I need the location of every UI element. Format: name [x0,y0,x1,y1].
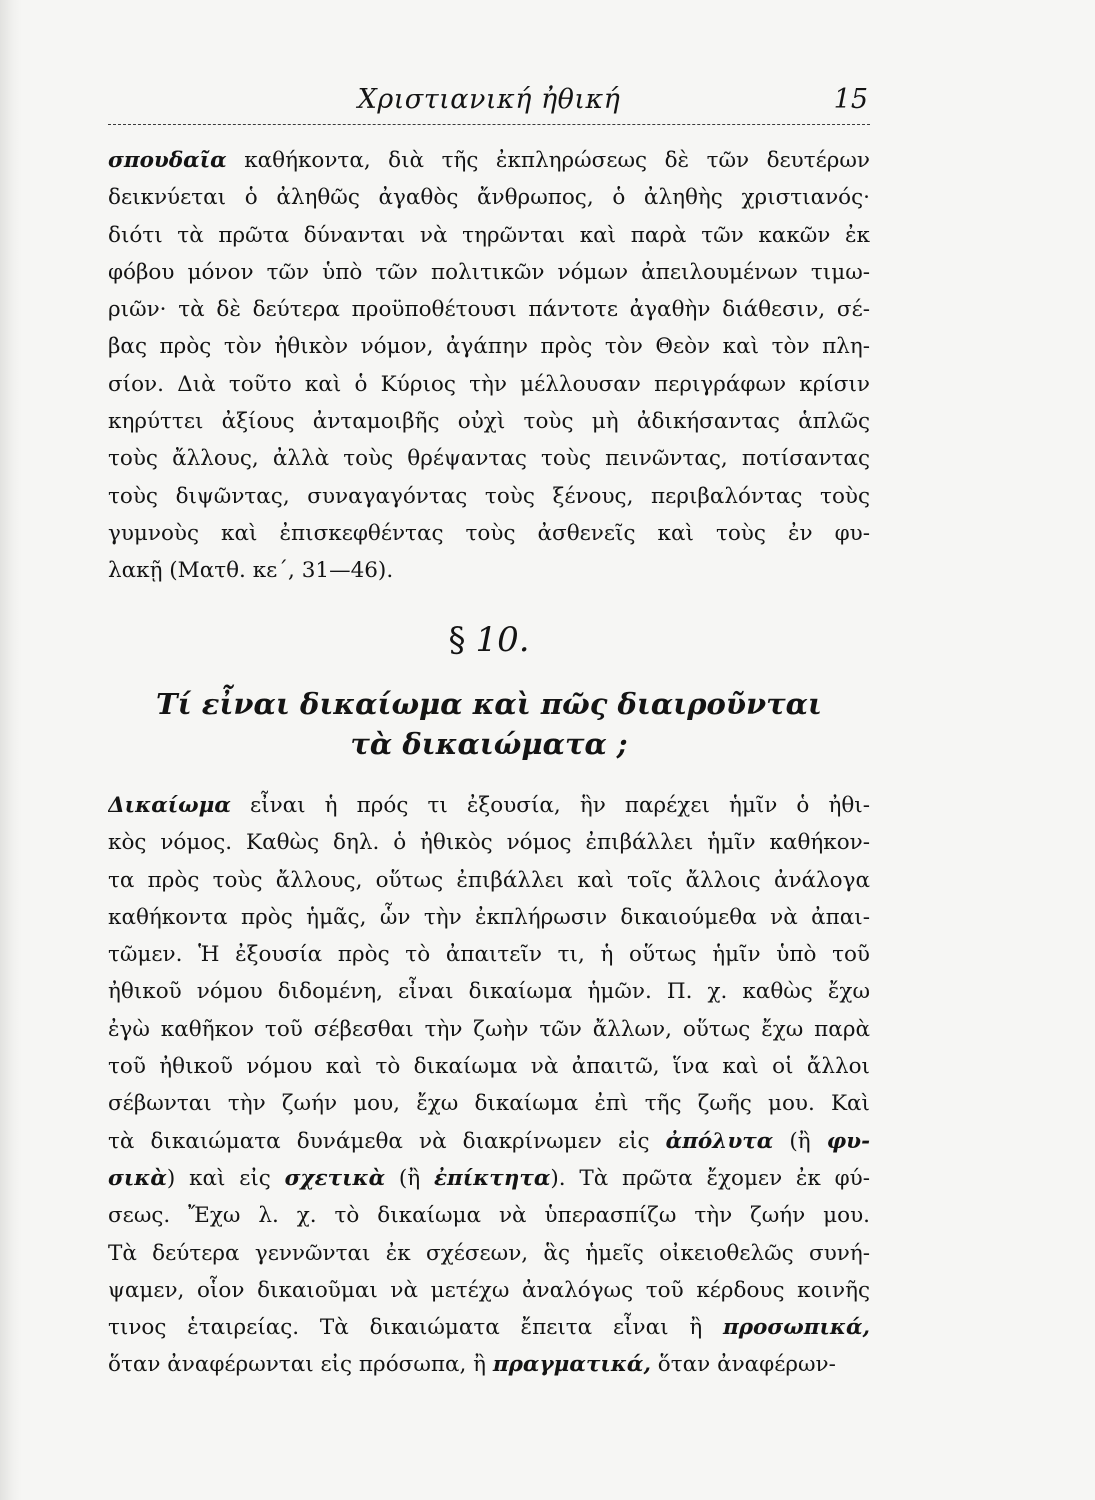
text-run: φόβου μόνον τῶν ὑπὸ τῶν πολιτικῶν νόμων ἀπειλουμένων τιμω- [108,259,870,285]
running-head [108,80,870,120]
text-run: ἠθικοῦ νόμου διδομένη, εἶναι δικαίωμα ἡμῶν. Π. χ. καθὼς ἔχω [108,979,870,1005]
text-run: ἐγὼ καθῆκον τοῦ σέβεσθαι τὴν ζωὴν τῶν ἄλλων, οὕτως ἔχω παρὰ [108,1016,870,1042]
text-line [108,973,870,1010]
text-run: εἶναι ἡ πρός τι ἐξουσία, ἣν παρέχει ἡμῖν ὁ ἠθι- [230,793,870,818]
text-run: γυμνοὺς καὶ ἐπισκεφθέντας τοὺς ἀσθενεῖς καὶ τοὺς ἐν φυ- [108,520,870,546]
emphasized-term: Δικαίωμα [108,793,231,818]
text-run: ὅταν ἀναφέρωνται εἰς πρόσωπα, ἢ [108,1352,493,1378]
emphasized-term: ἀπόλυτα [665,1128,774,1154]
text-line [108,291,870,328]
text-line [108,1346,870,1383]
emphasized-term: προσωπικά, [723,1315,870,1341]
emphasized-term: σικὰ [108,1165,167,1191]
binding-edge [0,0,22,1500]
text-run: τα πρὸς τοὺς ἄλλους, οὕτως ἐπιβάλλει καὶ τοῖς ἄλλοις ἀνάλογα [108,867,870,893]
text-line [108,899,870,936]
text-line [108,217,870,254]
text-line [108,515,870,552]
text-run: κὸς νόμος. Καθὼς δηλ. ὁ ἠθικὸς νόμος ἐπιβάλλει ἡμῖν καθήκον- [108,830,870,856]
text-line [108,440,870,477]
text-run: ὅταν ἀναφέρων- [650,1352,836,1378]
text-run: σίον. Διὰ τοῦτο καὶ ὁ Κύριος τὴν μέλλουσαν περιγράφων κρίσιν [108,371,870,397]
text-run: σεως. Ἔχω λ. χ. τὸ δικαίωμα νὰ ὑπερασπίζω τὴν ζωήν μου. [108,1203,870,1229]
text-run: τοὺς ἄλλους, ἀλλὰ τοὺς θρέψαντας τοὺς πεινῶντας, ποτίσαντας [108,446,870,472]
text-line [108,366,870,403]
text-run: σέβωνται τὴν ζωήν μου, ἔχω δικαίωμα ἐπὶ τῆς ζωῆς μου. Καὶ [108,1091,870,1117]
text-line [108,1309,870,1346]
emphasized-term: σπουδαῖα [108,148,227,173]
paragraph-continued [108,142,870,590]
text-line [108,478,870,515]
text-line [108,1123,870,1160]
emphasized-term: σχετικὰ [284,1165,386,1191]
section-symbol: § [448,620,466,660]
text-run: καθήκοντα, διὰ τῆς ἐκπληρώσεως δὲ τῶν δευτέρων [226,148,870,173]
text-run: ). Τὰ πρῶτα ἔχομεν ἐκ φύ- [550,1165,870,1191]
text-run: ριῶν· τὰ δὲ δεύτερα προϋποθέτουσι πάντοτε ἀγαθὴν διάθεσιν, σέ- [108,297,870,323]
text-line [108,1272,870,1309]
text-line [108,1197,870,1234]
text-run: διότι τὰ πρῶτα δύνανται νὰ τηρῶνται καὶ παρὰ τῶν κακῶν ἐκ [108,222,870,248]
text-line [108,179,870,216]
running-head-title: Χριστιανική ἠθική [357,84,621,115]
text-line [108,328,870,365]
section-title-line-1: Τί εἶναι δικαίωμα καὶ πῶς διαιροῦνται [156,687,822,721]
text-run: τοῦ ἠθικοῦ νόμου καὶ τὸ δικαίωμα νὰ ἀπαιτῶ, ἵνα καὶ οἱ ἄλλοι [108,1054,870,1080]
section-number: 10. [475,620,530,660]
text-run: (ἢ [385,1165,434,1191]
text-run: λακῇ (Ματθ. κε΄, 31—46). [108,558,394,584]
text-line [108,824,870,861]
text-run: καθήκοντα πρὸς ἡμᾶς, ὧν τὴν ἐκπλήρωσιν δικαιούμεθα νὰ ἀπαι- [108,904,870,930]
text-line [108,1011,870,1048]
text-run: (ἢ [773,1128,827,1154]
text-run: τινος ἑταιρείας. Τὰ δικαιώματα ἔπειτα εἶναι ἢ [108,1315,724,1341]
text-line [108,1160,870,1197]
text-line [108,936,870,973]
text-line [108,254,870,291]
text-run: ψαμεν, οἷον δικαιοῦμαι νὰ μετέχω ἀναλόγως τοῦ κέρδους κοινῆς [108,1277,870,1303]
text-line [108,1085,870,1122]
text-run: βας πρὸς τὸν ἠθικὸν νόμον, ἀγάπην πρὸς τὸν Θεὸν καὶ τὸν πλη- [108,334,870,360]
emphasized-term: πραγματικά, [492,1352,651,1378]
text-line [108,403,870,440]
section-title-line-2: τὰ δικαιώματα ; [350,727,628,761]
text-run: κηρύττει ἀξίους ἀνταμοιβῆς οὐχὶ τοὺς μὴ ἀδικήσαντας ἁπλῶς [108,409,870,435]
text-line [108,552,870,589]
text-line [108,787,870,824]
text-run: δεικνύεται ὁ ἀληθῶς ἀγαθὸς ἄνθρωπος, ὁ ἀληθὴς χριστιανός· [108,185,870,211]
text-run: τοὺς διψῶντας, συναγαγόντας τοὺς ξένους, περιβαλόντας τοὺς [108,483,870,509]
text-line [108,862,870,899]
page-number: 15 [833,84,868,115]
text-run: Τὰ δεύτερα γεννῶνται ἐκ σχέσεων, ἃς ἡμεῖς οἰκειοθελῶς συνή- [108,1240,870,1266]
text-run: τὰ δικαιώματα δυνάμεθα νὰ διακρίνωμεν εἰς [108,1128,666,1154]
section-heading [108,618,870,662]
text-line [108,1235,870,1272]
paragraph-definition [108,787,870,1384]
text-run: τῶμεν. Ἡ ἐξουσία πρὸς τὸ ἀπαιτεῖν τι, ἡ οὕτως ἡμῖν ὑπὸ τοῦ [108,942,870,968]
text-line [108,1048,870,1085]
text-run: ) καὶ εἰς [166,1165,285,1191]
header-rule [108,124,870,125]
emphasized-term: ἐπίκτητα [433,1165,551,1191]
text-line [108,142,870,179]
emphasized-term: φυ- [826,1128,870,1154]
